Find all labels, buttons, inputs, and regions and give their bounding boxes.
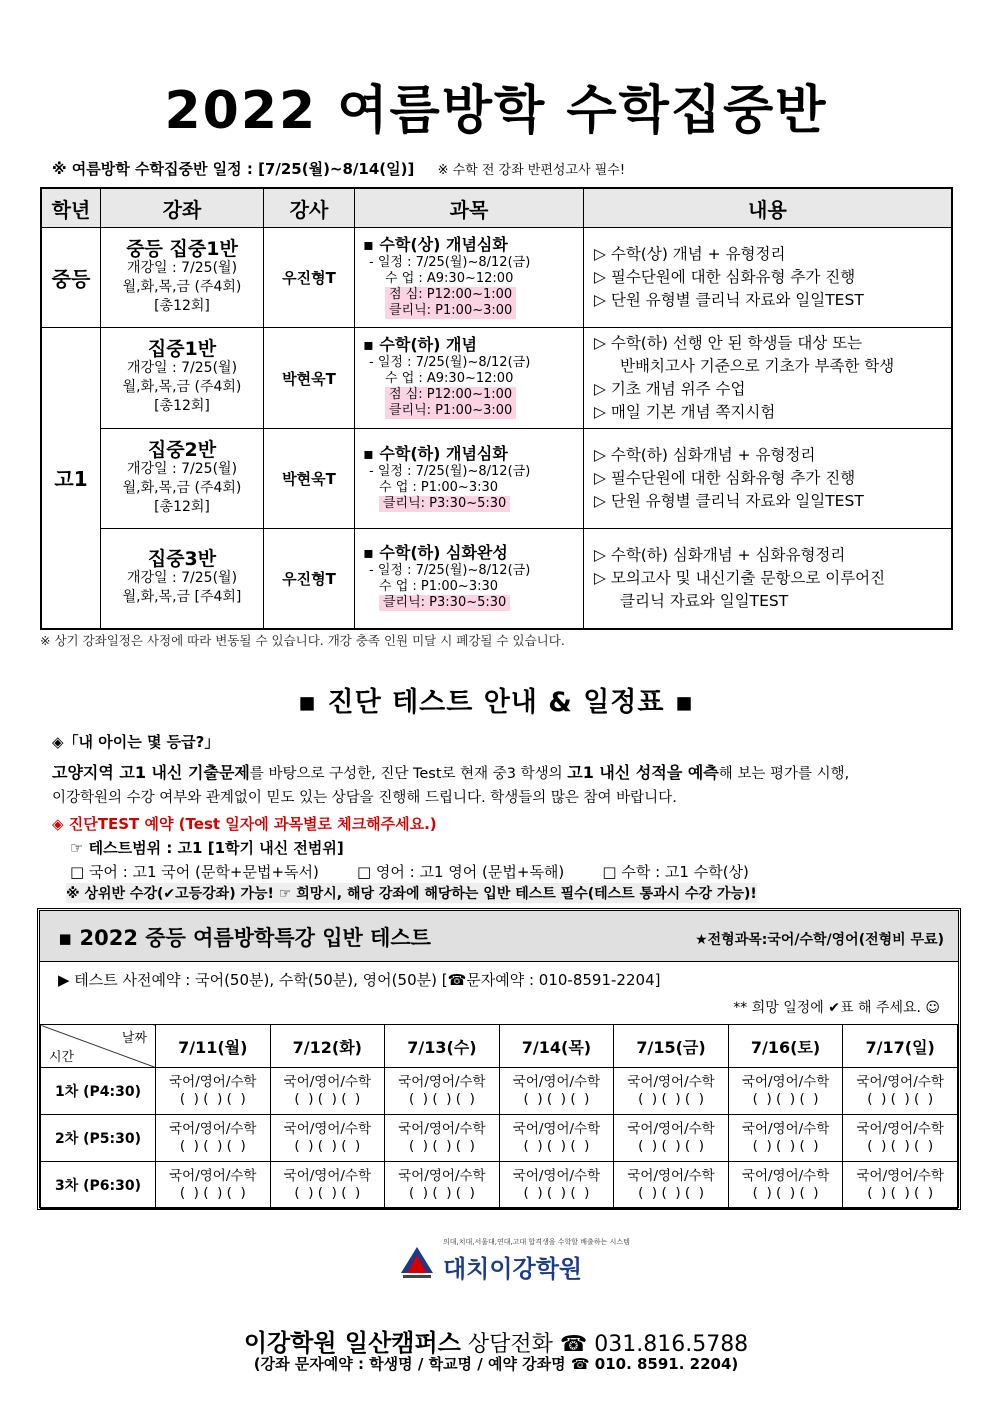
course-name: 중등 집중1반 bbox=[126, 237, 238, 260]
course-open: 개강일 : 7/25(월) bbox=[126, 360, 238, 376]
slot-cell[interactable]: 국어/영어/수학 ( ) ( ) ( ) bbox=[499, 1115, 614, 1162]
date-header: 7/11(월) bbox=[156, 1025, 271, 1068]
corner-cell bbox=[41, 1025, 156, 1068]
session-label: 2차 (P5:30) bbox=[41, 1115, 156, 1162]
content-item: ▷ 수학(하) 심화개념 + 심화유형정리 bbox=[594, 544, 945, 567]
header-subject: 과목 bbox=[355, 188, 584, 228]
subject-clinic: 클리닉: P3:30~5:30 bbox=[379, 496, 510, 512]
course-total: [총12회] bbox=[154, 498, 210, 515]
subject-period: - 일정 : 7/25(월)~8/12(금) bbox=[369, 563, 531, 579]
date-header: 7/17(일) bbox=[843, 1025, 958, 1068]
diagnostic-question: ◈「내 아이는 몇 등급?」 bbox=[52, 733, 220, 751]
subject-name: ▪ 수학(하) 개념 bbox=[363, 335, 477, 354]
table-row bbox=[41, 328, 952, 429]
course-cell bbox=[101, 328, 264, 429]
course-days: 월,화,목,금 (주4회) bbox=[122, 379, 242, 395]
logo-name: 대치이강학원 bbox=[443, 1255, 583, 1283]
corner-time-label: 시간 bbox=[49, 1050, 75, 1065]
slot-cell[interactable]: 국어/영어/수학 ( ) ( ) ( ) bbox=[843, 1068, 958, 1115]
academy-logo bbox=[395, 1237, 630, 1283]
table-row bbox=[41, 529, 952, 629]
table-row bbox=[41, 228, 952, 328]
diagnostic-paragraph-2: 이강학원의 수강 여부와 관계없이 믿도 있는 상담을 진행해 드립니다. 학생들의 많은 참여 바랍니다. bbox=[52, 790, 677, 806]
course-open: 개강일 : 7/25(월) bbox=[126, 569, 238, 586]
test-range: ☞ 테스트범위 : 고1 [1학기 내신 전범위] bbox=[70, 839, 344, 857]
content-item: ▷ 모의고사 및 내신기출 문항으로 이루어진 bbox=[594, 567, 945, 590]
table-row bbox=[41, 429, 952, 529]
subject-period: - 일정 : 7/25(월)~8/12(금) bbox=[369, 254, 531, 270]
slot-cell[interactable]: 국어/영어/수학 ( ) ( ) ( ) bbox=[385, 1068, 500, 1115]
slot-cell[interactable]: 국어/영어/수학 ( ) ( ) ( ) bbox=[499, 1068, 614, 1115]
slot-cell[interactable]: 국어/영어/수학 ( ) ( ) ( ) bbox=[614, 1068, 729, 1115]
diagnostic-heading: ▪ 진단 테스트 안내 & 일정표 ▪ bbox=[297, 687, 695, 718]
slot-cell[interactable]: 국어/영어/수학 ( ) ( ) ( ) bbox=[728, 1115, 843, 1162]
course-footnote: ※ 상기 강좌일정은 사정에 따라 변동될 수 있습니다. 개강 충족 인원 미달 시 폐강될 수 있습니다. bbox=[40, 633, 565, 648]
slot-cell[interactable]: 국어/영어/수학 ( ) ( ) ( ) bbox=[614, 1115, 729, 1162]
diagnostic-paragraph-1 bbox=[52, 760, 849, 783]
slot-cell[interactable]: 국어/영어/수학 ( ) ( ) ( ) bbox=[270, 1068, 385, 1115]
highlight-grade-predict: 고1 내신 성적을 예측 bbox=[567, 763, 719, 782]
content-item-continued: 반배치고사 기준으로 기초가 부족한 학생 bbox=[620, 357, 895, 375]
subject-name: ▪ 수학(하) 개념심화 bbox=[363, 443, 508, 463]
course-table bbox=[40, 187, 953, 630]
entrance-test-info: ▶ 테스트 사전예약 : 국어(50분), 수학(50분), 영어(50분) [☎문자예약 : 010-8591-2204] bbox=[58, 971, 661, 989]
header-course: 강좌 bbox=[101, 188, 264, 228]
content-item: ▷ 매일 기본 개념 쪽지시험 bbox=[594, 401, 945, 424]
session-label: 3차 (P6:30) bbox=[41, 1162, 156, 1209]
slot-cell[interactable]: 국어/영어/수학 ( ) ( ) ( ) bbox=[385, 1115, 500, 1162]
course-cell bbox=[101, 429, 264, 529]
footer-campus: 이강학원 일산캠퍼스 bbox=[243, 1329, 461, 1357]
reserve-notice: ◈ 진단TEST 예약 (Test 일자에 과목별로 체크해주세요.) bbox=[52, 815, 437, 833]
subject-cell bbox=[355, 429, 584, 529]
subject-cell bbox=[355, 228, 584, 328]
corner-date-label: 날짜 bbox=[121, 1031, 147, 1046]
content-item: ▷ 필수단원에 대한 심화유형 추가 진행 bbox=[594, 266, 945, 289]
content-item: ▷ 단원 유형별 클리닉 자료와 일일TEST bbox=[594, 289, 945, 312]
date-header: 7/12(화) bbox=[270, 1025, 385, 1068]
date-header: 7/14(목) bbox=[499, 1025, 614, 1068]
teacher-cell: 박현욱T bbox=[264, 328, 355, 429]
slot-cell[interactable]: 국어/영어/수학 ( ) ( ) ( ) bbox=[156, 1162, 271, 1209]
course-open: 개강일 : 7/25(월) bbox=[126, 460, 238, 477]
subject-name: ▪ 수학(하) 심화완성 bbox=[363, 543, 508, 563]
entrance-test-subjects: ★전형과목:국어/수학/영어(전형비 무료) bbox=[695, 932, 944, 948]
page-title: 2022 여름방학 수학집중반 bbox=[164, 81, 828, 141]
course-name: 집중2반 bbox=[147, 438, 217, 461]
schedule-note: ※ 수학 전 강좌 반편성고사 필수! bbox=[437, 163, 626, 178]
content-cell bbox=[584, 228, 953, 328]
course-cell bbox=[101, 529, 264, 629]
test-subjects: □ 국어 : 고1 국어 (문학+문법+독서) □ 영어 : 고1 영어 (문법+독해) □ 수학 : 고1 수학(상) bbox=[70, 863, 749, 881]
slot-cell[interactable]: 국어/영어/수학 ( ) ( ) ( ) bbox=[385, 1162, 500, 1209]
content-item: ▷ 수학(상) 개념 + 유형정리 bbox=[594, 243, 945, 266]
course-days: 월,화,목,금 (주4회) bbox=[122, 479, 242, 496]
slot-cell[interactable]: 국어/영어/수학 ( ) ( ) ( ) bbox=[728, 1068, 843, 1115]
grade-cell: 고1 bbox=[41, 328, 101, 629]
content-cell bbox=[584, 429, 953, 529]
entrance-test-note: ** 희망 일정에 ✔표 해 주세요. ☺ bbox=[733, 1000, 940, 1016]
slot-cell[interactable]: 국어/영어/수학 ( ) ( ) ( ) bbox=[614, 1162, 729, 1209]
header-content: 내용 bbox=[584, 188, 953, 228]
subject-clinic: 클리닉: P1:00~3:00 bbox=[385, 403, 516, 419]
subject-cell bbox=[355, 328, 584, 429]
slot-cell[interactable]: 국어/영어/수학 ( ) ( ) ( ) bbox=[499, 1162, 614, 1209]
upper-class-warning: ※ 상위반 수강(✔고등강좌) 가능! ☞ 희망시, 해당 강좌에 해당하는 입반 테스트 필수(테스트 통과시 수강 가능)! bbox=[66, 883, 757, 903]
schedule-line bbox=[52, 158, 625, 179]
paragraph-text: 를 바탕으로 구성한, 진단 Test로 현재 중3 학생의 bbox=[249, 766, 568, 782]
slot-cell[interactable]: 국어/영어/수학 ( ) ( ) ( ) bbox=[843, 1115, 958, 1162]
footer-phone: 상담전화 ☎ 031.816.5788 bbox=[467, 1332, 749, 1357]
content-cell bbox=[584, 328, 953, 429]
content-item: ▷ 필수단원에 대한 심화유형 추가 진행 bbox=[594, 467, 945, 490]
course-cell bbox=[101, 228, 264, 328]
content-item: ▷ 기초 개념 위주 수업 bbox=[594, 378, 945, 401]
paragraph-text: 해 보는 평가를 시행, bbox=[718, 766, 850, 782]
course-open: 개강일 : 7/25(월) bbox=[126, 259, 238, 276]
content-item: ▷ 수학(하) 선행 안 된 학생들 대상 또는 bbox=[594, 332, 945, 355]
slot-cell[interactable]: 국어/영어/수학 ( ) ( ) ( ) bbox=[728, 1162, 843, 1209]
entrance-test-header bbox=[40, 911, 958, 962]
course-total: [총12회] bbox=[154, 297, 210, 314]
subject-class-time: 수 업 : P1:00~3:30 bbox=[379, 579, 499, 595]
entrance-test-box bbox=[37, 908, 961, 1210]
slot-cell[interactable]: 국어/영어/수학 ( ) ( ) ( ) bbox=[156, 1068, 271, 1115]
course-days: 월,화,목,금 [주4회] bbox=[122, 588, 242, 605]
subject-cell bbox=[355, 529, 584, 629]
session-label: 1차 (P4:30) bbox=[41, 1068, 156, 1115]
subject-clinic: 클리닉: P3:30~5:30 bbox=[379, 595, 510, 611]
header-grade: 학년 bbox=[41, 188, 101, 228]
teacher-cell: 박현욱T bbox=[264, 429, 355, 529]
session-row bbox=[41, 1115, 958, 1162]
subject-class-time: 수 업 : A9:30~12:00 bbox=[385, 371, 514, 386]
entrance-test-title: ▪ 2022 중등 여름방학특강 입반 테스트 bbox=[58, 926, 431, 950]
subject-lunch: 점 심: P12:00~1:00 bbox=[385, 387, 516, 403]
course-table-header bbox=[41, 188, 952, 228]
grade-cell: 중등 bbox=[41, 228, 101, 328]
header-teacher: 강사 bbox=[264, 188, 355, 228]
content-cell bbox=[584, 529, 953, 629]
slot-cell[interactable]: 국어/영어/수학 ( ) ( ) ( ) bbox=[270, 1115, 385, 1162]
session-row bbox=[41, 1162, 958, 1209]
schedule-label: ※ 여름방학 수학집중반 일정 : [7/25(월)~8/14(일)] bbox=[52, 160, 415, 178]
date-header: 7/16(토) bbox=[728, 1025, 843, 1068]
logo-tagline: 의대,치대,서울대,연대,고대 합격생을 수학할 배출하는 시스템 bbox=[443, 1238, 630, 1246]
slot-cell[interactable]: 국어/영어/수학 ( ) ( ) ( ) bbox=[270, 1162, 385, 1209]
entrance-schedule-table bbox=[40, 1024, 958, 1209]
session-row bbox=[41, 1068, 958, 1115]
content-item: ▷ 수학(하) 심화개념 + 유형정리 bbox=[594, 444, 945, 467]
slot-cell[interactable]: 국어/영어/수학 ( ) ( ) ( ) bbox=[156, 1115, 271, 1162]
date-header: 7/15(금) bbox=[614, 1025, 729, 1068]
date-header: 7/13(수) bbox=[385, 1025, 500, 1068]
course-name: 집중1반 bbox=[147, 338, 217, 360]
subject-class-time: 수 업 : A9:30~12:00 bbox=[385, 270, 514, 286]
teacher-cell: 우진형T bbox=[264, 228, 355, 328]
subject-period: - 일정 : 7/25(월)~8/12(금) bbox=[369, 463, 531, 479]
course-days: 월,화,목,금 (주4회) bbox=[122, 278, 242, 295]
highlight-region-exam: 고양지역 고1 내신 기출문제 bbox=[52, 763, 250, 782]
subject-lunch: 점 심: P12:00~1:00 bbox=[385, 287, 516, 303]
schedule-header-row bbox=[41, 1025, 958, 1068]
content-item: ▷ 단원 유형별 클리닉 자료와 일일TEST bbox=[594, 490, 945, 513]
academy-emblem-icon bbox=[397, 1243, 437, 1283]
teacher-cell: 우진형T bbox=[264, 529, 355, 629]
subject-class-time: 수 업 : P1:00~3:30 bbox=[379, 479, 499, 495]
subject-name: ▪ 수학(상) 개념심화 bbox=[363, 234, 508, 254]
slot-cell[interactable]: 국어/영어/수학 ( ) ( ) ( ) bbox=[843, 1162, 958, 1209]
footer-sms: (강좌 문자예약 : 학생명 / 학교명 / 예약 강좌명 ☎ 010. 8591. 2204) bbox=[253, 1355, 739, 1373]
subject-clinic: 클리닉: P1:00~3:00 bbox=[385, 303, 516, 319]
subject-period: - 일정 : 7/25(월)~8/12(금) bbox=[369, 355, 531, 370]
course-total: [총12회] bbox=[154, 398, 210, 414]
course-name: 집중3반 bbox=[147, 547, 217, 570]
content-item-continued: 클리닉 자료와 일일TEST bbox=[620, 591, 789, 610]
